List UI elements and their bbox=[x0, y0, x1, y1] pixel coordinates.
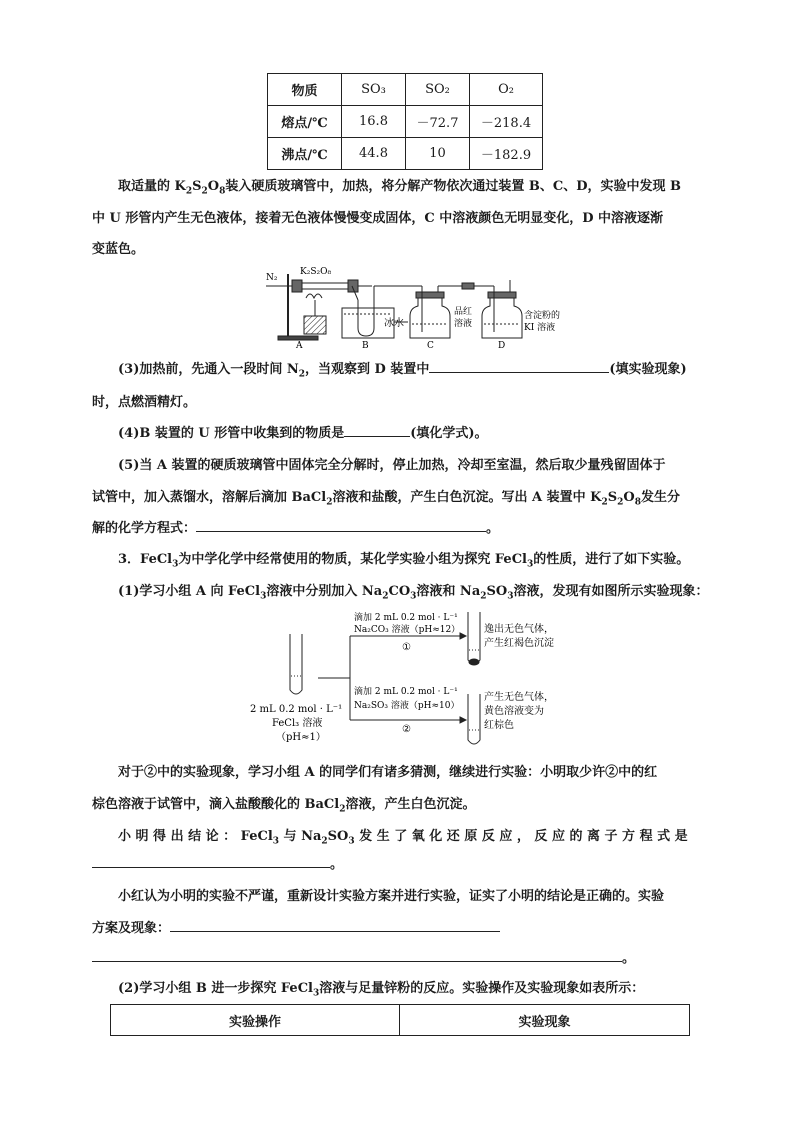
flask-c bbox=[410, 298, 450, 338]
question-3-line: 3．FeCl$_3$为中学化学中经常使用的物质，某化学实验小组为探究 FeCl$_3$的性质，进行了如下实验。 bbox=[118, 552, 690, 570]
branch2-reagent-label: Na₂SO₃ 溶液（pH≈10） bbox=[354, 701, 460, 711]
q4-line: (4)B 装置的 U 形管中收集到的物质是 (填化学式)。 bbox=[118, 426, 488, 441]
property-table bbox=[267, 73, 543, 170]
table-row-label: 沸点/℃ bbox=[268, 138, 342, 170]
answer-blank[interactable] bbox=[92, 960, 622, 962]
table-cell: 44.8 bbox=[342, 138, 406, 170]
test-tube-1 bbox=[468, 612, 480, 664]
branch2-number: ② bbox=[402, 724, 411, 735]
start-solution-label: 2 mL 0.2 mol · L⁻¹ bbox=[250, 704, 343, 715]
branch2-result: 产生无色气体， bbox=[484, 692, 554, 703]
start-solution-label: FeCl₃ 溶液 bbox=[272, 718, 323, 729]
branch1-result: 产生红褐色沉淀 bbox=[484, 638, 554, 649]
para4-line1: 小红认为小明的实验不严谨，重新设计实验方案并进行实验，证实了小明的结论是正确的。实验 bbox=[118, 889, 665, 904]
para3-line2: 。 bbox=[92, 856, 704, 874]
branch2-result: 红棕色 bbox=[484, 720, 514, 731]
stopper-c bbox=[416, 292, 444, 298]
flame-icon bbox=[306, 294, 322, 298]
arrow-icon bbox=[460, 633, 466, 639]
branch1-number: ① bbox=[402, 642, 411, 653]
para1-line1: 取适量的 $K_2S_2O_8$装入硬质玻璃管中，加热，将分解产物依次通过装置 B、C、D，实验中发现 B bbox=[118, 179, 681, 197]
para2-line2: 棕色溶液于试管中，滴入盐酸酸化的 BaCl$_2$溶液，产生白色沉淀。 bbox=[92, 797, 476, 815]
ice-water-label: 冰水 bbox=[384, 318, 404, 329]
answer-blank[interactable] bbox=[344, 435, 410, 437]
question-3-2-line: (2)学习小组 B 进一步探究 FeCl$_3$溶液与足量锌粉的反应。实验操作及实验现象如表所示： bbox=[118, 981, 645, 999]
arrow-icon bbox=[460, 717, 466, 723]
para3-line1: 小 明 得 出 结 论 ： FeCl$_3$ 与 $Na_2SO_3$ 发 生 了 氧 化 还 原 反 应 ， 反 应 的 离 子 方 程 式 是 bbox=[118, 829, 688, 847]
table-cell: －182.9 bbox=[470, 138, 543, 170]
table-header-cell: O₂ bbox=[470, 74, 543, 106]
table-cell: －72.7 bbox=[406, 106, 470, 138]
table-row bbox=[268, 138, 543, 170]
label-b: B bbox=[362, 341, 369, 350]
label-c: C bbox=[427, 341, 434, 350]
branch2-result: 黄色溶液变为 bbox=[484, 706, 544, 717]
answer-blank[interactable] bbox=[170, 930, 500, 932]
para1-line3: 变蓝色。 bbox=[92, 242, 145, 257]
branch1-reagent-label: 滴加 2 mL 0.2 mol · L⁻¹ bbox=[354, 613, 458, 623]
q5-line2: 试管中，加入蒸馏水，溶解后滴加 BaCl$_2$溶液和盐酸，产生白色沉淀。写出 A 装置中 $K_2S_2O_8$发生分 bbox=[92, 490, 680, 508]
n2-label: N₂ bbox=[266, 273, 278, 283]
experiment-flow-diagram bbox=[244, 606, 584, 756]
stopper bbox=[348, 280, 358, 292]
apparatus-diagram bbox=[262, 264, 572, 350]
table-row-label: 熔点/℃ bbox=[268, 106, 342, 138]
stopper-d bbox=[488, 292, 516, 298]
answer-blank[interactable] bbox=[196, 530, 486, 532]
reagent-label: K₂S₂O₈ bbox=[300, 267, 332, 277]
table-header-row bbox=[268, 74, 543, 106]
answer-blank[interactable] bbox=[429, 371, 609, 373]
d-reagent-label: 含淀粉的 bbox=[524, 311, 561, 321]
q5-line1: (5)当 A 装置的硬质玻璃管中固体完全分解时，停止加热，冷却至室温，然后取少量残留固体于 bbox=[118, 458, 666, 473]
question-3-1-line: (1)学习小组 A 向 FeCl$_3$溶液中分别加入 $Na_2CO_3$溶液和 $Na_2SO_3$溶液，发现有如图所示实验现象： bbox=[118, 584, 709, 602]
q5-line3: 解的化学方程式： 。 bbox=[92, 521, 500, 536]
burner-block bbox=[304, 316, 326, 334]
para4-line2: 方案及现象： bbox=[92, 920, 704, 938]
c-reagent-label: 溶液 bbox=[454, 319, 473, 329]
hard-glass-tube bbox=[298, 283, 352, 289]
q3-line2: 时，点燃酒精灯。 bbox=[92, 395, 197, 410]
test-tube-start bbox=[290, 634, 302, 694]
flask-d bbox=[482, 298, 522, 338]
experiment-table bbox=[110, 1004, 690, 1036]
stand-base bbox=[278, 336, 318, 340]
c-reagent-label: 品红 bbox=[454, 307, 473, 317]
table-header-cell: SO₃ bbox=[342, 74, 406, 106]
table-header-cell: 物质 bbox=[268, 74, 342, 106]
precipitate bbox=[469, 659, 479, 665]
branch2-reagent-label: 滴加 2 mL 0.2 mol · L⁻¹ bbox=[354, 687, 458, 697]
start-solution-label: （pH≈1） bbox=[276, 732, 326, 743]
label-a: A bbox=[296, 341, 303, 350]
table-cell: 16.8 bbox=[342, 106, 406, 138]
test-tube-2 bbox=[468, 694, 480, 744]
u-tube bbox=[358, 300, 374, 336]
table-cell: －218.4 bbox=[470, 106, 543, 138]
branch1-reagent-label: Na₂CO₃ 溶液（pH≈12） bbox=[354, 625, 461, 635]
table-header-cell: SO₂ bbox=[406, 74, 470, 106]
rubber-joint bbox=[462, 283, 474, 289]
stopper bbox=[292, 280, 302, 292]
para1-line2: 中 U 形管内产生无色液体，接着无色液体慢慢变成固体，C 中溶液颜色无明显变化，D 中溶液逐渐 bbox=[92, 211, 664, 226]
table-cell: 10 bbox=[406, 138, 470, 170]
table-row bbox=[268, 106, 543, 138]
branch1-result: 逸出无色气体， bbox=[484, 624, 554, 635]
answer-blank[interactable] bbox=[92, 866, 330, 868]
para4-line3: 。 bbox=[92, 950, 704, 968]
table-header-cell: 实验现象 bbox=[400, 1005, 690, 1036]
label-d: D bbox=[498, 341, 506, 350]
para2-line1: 对于②中的实验现象，学习小组 A 的同学们有诸多猜测，继续进行实验：小明取少许②中的红 bbox=[118, 765, 658, 780]
q3-line1: (3)加热前，先通入一段时间 $N_2$，当观察到 D 装置中 (填实验现象) bbox=[118, 362, 687, 380]
table-header-cell: 实验操作 bbox=[111, 1005, 400, 1036]
d-reagent-label: KI 溶液 bbox=[524, 323, 556, 333]
table-header-row bbox=[111, 1005, 690, 1036]
